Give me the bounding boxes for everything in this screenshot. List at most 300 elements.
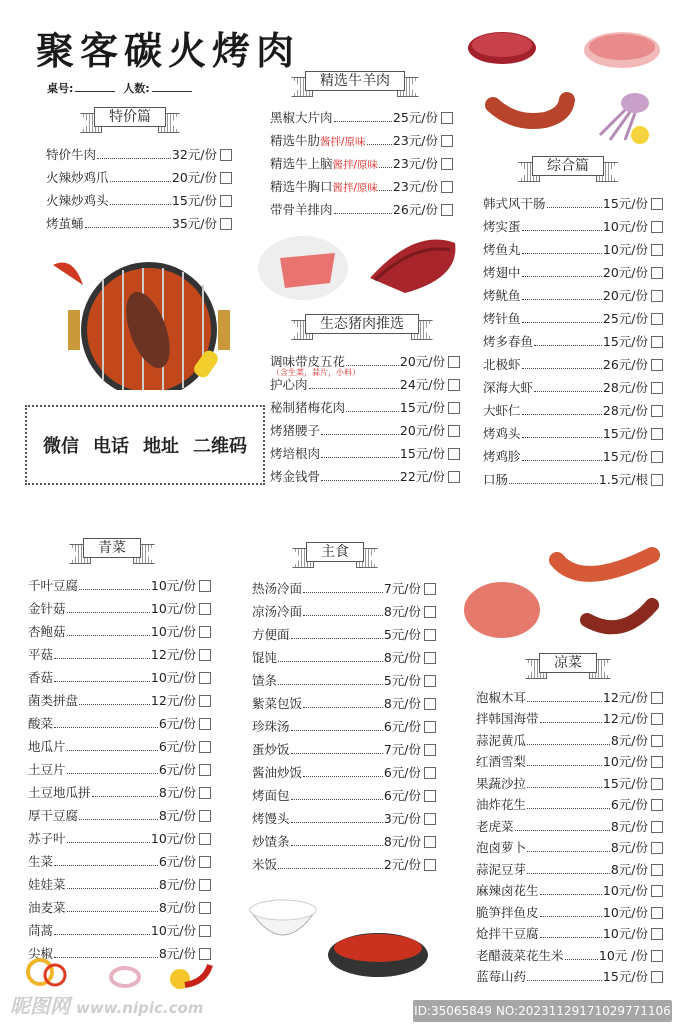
- menu-item: [476, 856, 663, 878]
- dot-leader: [291, 638, 383, 639]
- item-price: 8元/份: [610, 861, 648, 877]
- item-name: 烤鱿鱼: [483, 288, 521, 303]
- menu-item: [252, 827, 436, 850]
- dot-leader: [527, 765, 602, 766]
- dot-leader: [110, 181, 171, 182]
- dot-leader: [321, 480, 399, 481]
- section-banner-staple: [306, 541, 364, 565]
- order-checkbox[interactable]: [651, 864, 663, 876]
- item-name: 烤茧蛹: [46, 216, 84, 231]
- menu-item: [270, 393, 460, 416]
- dot-leader: [79, 704, 150, 705]
- order-checkbox[interactable]: [199, 603, 211, 615]
- item-name: 香菇: [28, 670, 54, 685]
- item-price: 12元/份: [602, 711, 648, 726]
- menu-item: [46, 140, 232, 163]
- order-checkbox[interactable]: [441, 204, 453, 216]
- item-price: 5元/份: [383, 627, 421, 642]
- section-banner-combo: [532, 155, 604, 179]
- menu-item: [476, 770, 663, 792]
- item-name: 带骨羊排肉: [270, 202, 333, 217]
- item-price: 22元/份: [399, 469, 445, 484]
- dot-leader: [54, 658, 150, 659]
- item-price: 10元/份: [150, 831, 196, 846]
- dot-leader: [278, 684, 383, 685]
- menu-item: [28, 709, 211, 732]
- nipic-watermark: 昵图网 www.nipic.com: [10, 994, 204, 1018]
- order-checkbox[interactable]: [424, 813, 436, 825]
- item-name: 尖椒: [28, 946, 54, 961]
- order-checkbox[interactable]: [199, 902, 211, 914]
- order-checkbox[interactable]: [651, 198, 663, 210]
- item-price: 28元/份: [602, 380, 648, 395]
- item-price: 8元/份: [610, 732, 648, 748]
- item-price: 7元/份: [383, 581, 421, 596]
- item-name: 馄饨: [252, 650, 278, 665]
- menu-list-combo: [483, 189, 663, 488]
- menu-item: [252, 666, 436, 689]
- tomato-icon: [53, 263, 83, 286]
- item-name: 烤鸡头: [483, 426, 521, 441]
- dot-leader: [346, 411, 399, 412]
- contact-address: 地址: [143, 436, 179, 457]
- menu-list-special: [46, 140, 232, 232]
- vegetable-illustrations: [25, 957, 215, 992]
- item-price: 15元/份: [602, 449, 648, 464]
- order-checkbox[interactable]: [651, 950, 663, 962]
- order-checkbox[interactable]: [199, 649, 211, 661]
- item-name: 炝拌干豆腐: [476, 926, 539, 941]
- order-checkbox[interactable]: [651, 244, 663, 256]
- menu-item: [252, 781, 436, 804]
- order-checkbox[interactable]: [424, 606, 436, 618]
- order-checkbox[interactable]: [651, 313, 663, 325]
- menu-item: [252, 758, 436, 781]
- order-checkbox[interactable]: [199, 764, 211, 776]
- dot-leader: [367, 144, 392, 145]
- dot-leader: [54, 727, 158, 728]
- order-checkbox[interactable]: [199, 879, 211, 891]
- order-checkbox[interactable]: [199, 718, 211, 730]
- order-checkbox[interactable]: [651, 885, 663, 897]
- menu-item: [46, 209, 232, 232]
- dot-leader: [346, 365, 399, 366]
- dot-leader: [547, 207, 602, 208]
- menu-list-staple: [252, 574, 436, 873]
- item-name: 烤金钱骨: [270, 469, 321, 484]
- order-checkbox[interactable]: [651, 451, 663, 463]
- item-name: 酱油炒饭: [252, 765, 303, 780]
- order-checkbox[interactable]: [651, 971, 663, 983]
- menu-item: [46, 163, 232, 186]
- item-name: 土豆片: [28, 762, 66, 777]
- item-name: 酸菜: [28, 716, 54, 731]
- item-price: 20元/份: [171, 170, 217, 185]
- dot-leader: [309, 388, 399, 389]
- item-price: 6元/份: [610, 797, 648, 812]
- menu-item: [270, 462, 460, 485]
- menu-item: [28, 778, 211, 801]
- item-price: 8元/份: [158, 785, 196, 800]
- contact-qrcode: 二维码: [193, 436, 247, 457]
- order-checkbox[interactable]: [448, 425, 460, 437]
- menu-item: [252, 620, 436, 643]
- item-price: 15元/份: [602, 426, 648, 441]
- menu-list-vegetables: [28, 571, 211, 962]
- sausage-steak-illustration: [462, 545, 662, 645]
- menu-item: [252, 643, 436, 666]
- flavor-option: 酱拌/原味: [332, 159, 379, 171]
- item-price: 25元/份: [602, 311, 648, 326]
- dot-leader: [278, 661, 383, 662]
- menu-item: [270, 149, 453, 172]
- order-checkbox[interactable]: [199, 695, 211, 707]
- menu-item: [483, 442, 663, 465]
- menu-item: [28, 617, 211, 640]
- order-checkbox[interactable]: [448, 379, 460, 391]
- dot-leader: [522, 322, 602, 323]
- item-price: 8元/份: [158, 877, 196, 892]
- dot-leader: [291, 845, 383, 846]
- item-name: 烤培根肉: [270, 446, 321, 461]
- dot-leader: [534, 391, 602, 392]
- dot-leader: [509, 483, 598, 484]
- item-price: 2元/份: [383, 857, 421, 872]
- order-checkbox[interactable]: [424, 583, 436, 595]
- order-checkbox[interactable]: [220, 172, 232, 184]
- dot-leader: [303, 776, 383, 777]
- menu-item: [483, 350, 663, 373]
- menu-item: [476, 942, 663, 964]
- item-name: 特价牛肉: [46, 147, 97, 162]
- dot-leader: [527, 873, 610, 874]
- dot-leader: [522, 368, 602, 369]
- item-name: 深海大虾: [483, 380, 534, 395]
- order-checkbox[interactable]: [448, 402, 460, 414]
- item-price: 8元/份: [610, 818, 648, 834]
- order-checkbox[interactable]: [424, 698, 436, 710]
- menu-item: [476, 921, 663, 943]
- item-name: 紫菜包饭: [252, 696, 303, 711]
- item-name: 烤面包: [252, 788, 290, 803]
- item-price: 10元 /份: [598, 947, 648, 963]
- section-banner-vegetables: [83, 537, 141, 561]
- menu-item: [28, 663, 211, 686]
- item-name: 蒜泥豆芽: [476, 861, 527, 877]
- item-name: 大虾仁: [483, 403, 521, 418]
- order-checkbox[interactable]: [424, 744, 436, 756]
- dot-leader: [54, 681, 150, 682]
- menu-item: [46, 186, 232, 209]
- order-checkbox[interactable]: [199, 833, 211, 845]
- section-banner-cold: [539, 652, 597, 676]
- order-checkbox[interactable]: [651, 290, 663, 302]
- section-banner-special: [94, 106, 166, 130]
- item-name: 精选牛胸口: [270, 179, 333, 194]
- item-price: 23元/份: [392, 156, 438, 171]
- order-checkbox[interactable]: [651, 474, 663, 486]
- meat-platter-illustration: [255, 228, 465, 308]
- section-banner-pork: [305, 313, 419, 337]
- menu-item: [28, 571, 211, 594]
- dot-leader: [303, 707, 383, 708]
- item-name: 凉汤冷面: [252, 604, 303, 619]
- order-checkbox[interactable]: [199, 672, 211, 684]
- people-count-blank[interactable]: [152, 91, 192, 92]
- dot-leader: [527, 701, 602, 702]
- order-checkbox[interactable]: [651, 799, 663, 811]
- menu-item: [476, 706, 663, 728]
- section-title: 特价篇: [94, 107, 166, 127]
- order-checkbox[interactable]: [448, 448, 460, 460]
- order-checkbox[interactable]: [651, 713, 663, 725]
- menu-item: [28, 640, 211, 663]
- dot-leader: [110, 204, 171, 205]
- item-price: 15元/份: [602, 775, 648, 791]
- item-price: 15元/份: [602, 196, 648, 211]
- dot-leader: [79, 589, 150, 590]
- item-price: 23元/份: [392, 133, 438, 148]
- dot-leader: [291, 753, 383, 754]
- menu-item: [28, 801, 211, 824]
- item-name: 烤针鱼: [483, 311, 521, 326]
- dot-leader: [67, 773, 158, 774]
- item-name: 烤鸡胗: [483, 449, 521, 464]
- dot-leader: [522, 276, 602, 277]
- order-checkbox[interactable]: [424, 790, 436, 802]
- item-price: 3元/份: [383, 811, 421, 826]
- item-name: 蓝莓山药: [476, 969, 527, 984]
- menu-item: [270, 103, 453, 126]
- item-price: 15元/份: [602, 334, 648, 349]
- order-checkbox[interactable]: [220, 195, 232, 207]
- item-price: 6元/份: [158, 762, 196, 777]
- dot-leader: [67, 888, 158, 889]
- order-checkbox[interactable]: [199, 741, 211, 753]
- item-price: 12元/份: [150, 647, 196, 662]
- item-name: 油麦菜: [28, 900, 66, 915]
- item-price: 15元/份: [399, 400, 445, 415]
- item-name: 金针菇: [28, 601, 66, 616]
- order-checkbox[interactable]: [199, 787, 211, 799]
- item-name: 烤鱼丸: [483, 242, 521, 257]
- item-name: 烤翅中: [483, 265, 521, 280]
- grill-illustration: [48, 250, 248, 390]
- rice-hotpot-illustration: [248, 880, 438, 985]
- dot-leader: [527, 808, 610, 809]
- dot-leader: [565, 959, 598, 960]
- order-checkbox[interactable]: [199, 580, 211, 592]
- order-checkbox[interactable]: [651, 405, 663, 417]
- order-checkbox[interactable]: [651, 928, 663, 940]
- dot-leader: [291, 799, 383, 800]
- item-price: 7元/份: [383, 742, 421, 757]
- dot-leader: [527, 980, 602, 981]
- section-title: 主食: [306, 542, 364, 562]
- menu-item: [28, 755, 211, 778]
- dot-leader: [379, 167, 392, 168]
- contact-wechat: 微信: [43, 436, 79, 457]
- lemon-icon: [631, 126, 649, 144]
- item-price: 10元/份: [602, 219, 648, 234]
- menu-list-pork: [270, 347, 460, 485]
- item-price: 6元/份: [383, 788, 421, 803]
- order-checkbox[interactable]: [651, 428, 663, 440]
- menu-item: [483, 281, 663, 304]
- flavor-option: 酱拌/原味: [332, 182, 379, 194]
- order-checkbox[interactable]: [424, 859, 436, 871]
- item-price: 26元/份: [392, 202, 438, 217]
- menu-list-beef-lamb: [270, 103, 453, 218]
- order-checkbox[interactable]: [651, 735, 663, 747]
- section-title: 精选牛羊肉: [305, 71, 405, 91]
- order-checkbox[interactable]: [441, 135, 453, 147]
- order-checkbox[interactable]: [424, 721, 436, 733]
- menu-item: [252, 850, 436, 873]
- item-name: 泡椒木耳: [476, 689, 527, 705]
- item-price: 6元/份: [383, 719, 421, 734]
- item-name: 拌韩国海带: [476, 711, 539, 726]
- order-checkbox[interactable]: [199, 810, 211, 822]
- item-price: 6元/份: [383, 765, 421, 780]
- order-checkbox[interactable]: [651, 382, 663, 394]
- dot-leader: [278, 868, 383, 869]
- dot-leader: [334, 121, 392, 122]
- dot-leader: [527, 787, 602, 788]
- dot-leader: [522, 460, 602, 461]
- item-price: 8元/份: [383, 696, 421, 711]
- menu-item: [28, 847, 211, 870]
- menu-item: [270, 126, 453, 149]
- menu-item: [28, 686, 211, 709]
- order-checkbox[interactable]: [424, 652, 436, 664]
- section-title: 生态猪肉推选: [305, 314, 419, 334]
- order-checkbox[interactable]: [220, 218, 232, 230]
- order-checkbox[interactable]: [441, 112, 453, 124]
- item-name: 脆笋拌鱼皮: [476, 904, 539, 920]
- item-name: 精选牛肋: [270, 133, 321, 148]
- menu-item: [28, 916, 211, 939]
- order-checkbox[interactable]: [651, 778, 663, 790]
- order-checkbox[interactable]: [220, 149, 232, 161]
- item-name: 精选牛上脑: [270, 156, 333, 171]
- order-checkbox[interactable]: [424, 675, 436, 687]
- order-checkbox[interactable]: [651, 267, 663, 279]
- menu-item: [483, 304, 663, 327]
- order-checkbox[interactable]: [651, 359, 663, 371]
- dot-leader: [67, 842, 150, 843]
- order-checkbox[interactable]: [424, 836, 436, 848]
- item-name: 炒馇条: [252, 834, 290, 849]
- order-checkbox[interactable]: [651, 756, 663, 768]
- menu-item: [270, 439, 460, 462]
- order-checkbox[interactable]: [441, 181, 453, 193]
- menu-item: [476, 964, 663, 986]
- item-price: 6元/份: [158, 739, 196, 754]
- item-name: 千叶豆腐: [28, 578, 79, 593]
- menu-item: [483, 419, 663, 442]
- menu-item: [476, 749, 663, 771]
- item-name: 黑椒大片肉: [270, 110, 333, 125]
- menu-item: [483, 189, 663, 212]
- menu-item: [252, 735, 436, 758]
- item-name: 菌类拼盘: [28, 693, 79, 708]
- order-checkbox[interactable]: [199, 626, 211, 638]
- dot-leader: [67, 635, 150, 636]
- section-title: 综合篇: [532, 156, 604, 176]
- menu-item: [252, 712, 436, 735]
- order-checkbox[interactable]: [448, 356, 460, 368]
- dot-leader: [54, 934, 150, 935]
- item-price: 1.5元/根: [598, 472, 648, 487]
- item-name: 热汤冷面: [252, 581, 303, 596]
- section-title: 青菜: [83, 538, 141, 558]
- item-price: 8元/份: [158, 808, 196, 823]
- item-price: 10元/份: [602, 242, 648, 257]
- order-checkbox[interactable]: [199, 856, 211, 868]
- dot-leader: [85, 227, 171, 228]
- menu-item: [483, 465, 663, 488]
- table-number-label: 桌号:: [47, 82, 74, 95]
- item-price: 5元/份: [383, 673, 421, 688]
- order-checkbox[interactable]: [651, 821, 663, 833]
- order-checkbox[interactable]: [651, 907, 663, 919]
- people-count-label: 人数:: [123, 82, 150, 95]
- item-name: 蛋炒饭: [252, 742, 290, 757]
- order-checkbox[interactable]: [651, 221, 663, 233]
- item-price: 23元/份: [392, 179, 438, 194]
- item-price: 12元/份: [150, 693, 196, 708]
- menu-item: [28, 870, 211, 893]
- item-name: 口肠: [483, 472, 509, 487]
- dot-leader: [540, 916, 602, 917]
- table-number-blank[interactable]: [75, 91, 115, 92]
- item-price: 10元/份: [150, 624, 196, 639]
- order-checkbox[interactable]: [424, 767, 436, 779]
- menu-item: [252, 689, 436, 712]
- item-price: 15元/份: [602, 969, 648, 984]
- dot-leader: [534, 345, 602, 346]
- item-name: 火辣炒鸡头: [46, 193, 109, 208]
- order-checkbox[interactable]: [651, 842, 663, 854]
- dot-leader: [92, 796, 158, 797]
- item-name: 珍珠汤: [252, 719, 290, 734]
- menu-item: [270, 195, 453, 218]
- order-checkbox[interactable]: [448, 471, 460, 483]
- dot-leader: [291, 822, 383, 823]
- item-price: 8元/份: [383, 834, 421, 849]
- dot-leader: [321, 457, 399, 458]
- order-checkbox[interactable]: [651, 692, 663, 704]
- menu-item: [28, 893, 211, 916]
- table-people-fields: [47, 80, 196, 96]
- item-price: 10元/份: [602, 904, 648, 920]
- order-checkbox[interactable]: [199, 925, 211, 937]
- order-checkbox[interactable]: [651, 336, 663, 348]
- item-name: 馇条: [252, 673, 278, 688]
- item-name: 秘制猪梅花肉: [270, 400, 346, 415]
- menu-item: [476, 792, 663, 814]
- order-checkbox[interactable]: [424, 629, 436, 641]
- menu-item: [476, 813, 663, 835]
- item-name: 生菜: [28, 854, 54, 869]
- order-checkbox[interactable]: [441, 158, 453, 170]
- item-price: 10元/份: [602, 754, 648, 769]
- sausage-squid-illustrations: [485, 85, 660, 150]
- section-title: 凉菜: [539, 653, 597, 673]
- menu-item: [483, 373, 663, 396]
- item-price: 20元/份: [602, 265, 648, 280]
